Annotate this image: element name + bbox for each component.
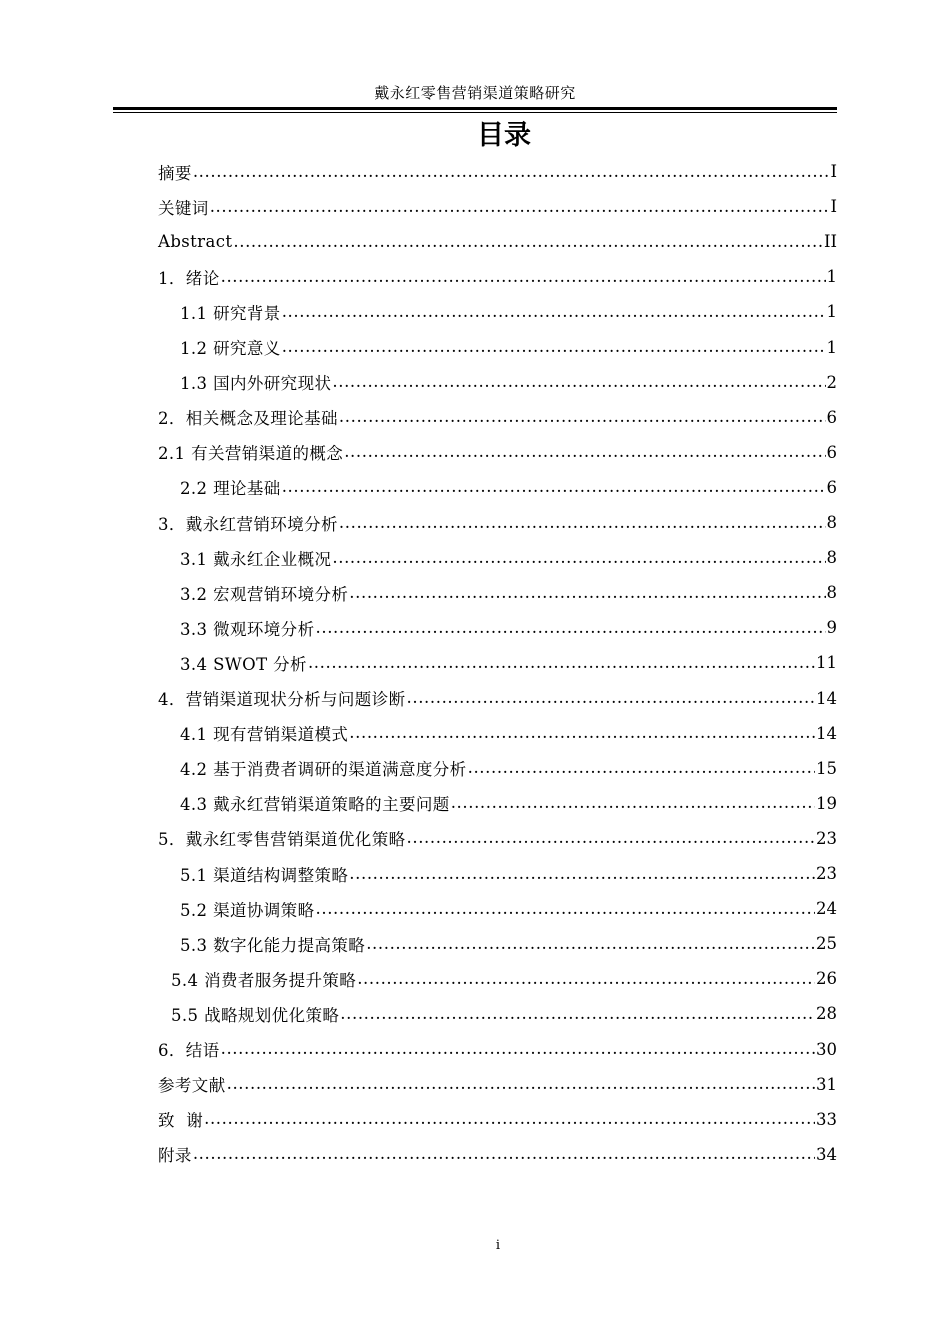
toc-entry[interactable] bbox=[180, 470, 837, 505]
toc-entry-label: 5.5 战略规划优化策略 bbox=[171, 1005, 340, 1025]
toc-entry[interactable] bbox=[180, 891, 837, 926]
toc-entry-label: 2．相关概念及理论基础 bbox=[158, 409, 338, 429]
toc-entry-label: 3.2 宏观营销环境分析 bbox=[180, 584, 349, 604]
toc-entry-page: 1 bbox=[826, 267, 837, 287]
toc-dot-leader bbox=[349, 864, 815, 884]
toc-dot-leader bbox=[451, 793, 815, 813]
toc-dot-leader bbox=[332, 372, 825, 392]
toc-dot-leader bbox=[193, 162, 830, 182]
toc-entry[interactable] bbox=[171, 961, 837, 996]
toc-entry[interactable] bbox=[158, 189, 837, 224]
toc-dot-leader bbox=[339, 407, 826, 427]
toc-entry-label: 参考文献 bbox=[158, 1076, 226, 1096]
toc-dot-leader bbox=[316, 899, 816, 919]
toc-entry-page: 8 bbox=[826, 513, 837, 532]
toc-entry-label: 4．营销渠道现状分析与问题诊断 bbox=[158, 690, 406, 709]
toc-entry[interactable] bbox=[158, 224, 837, 259]
toc-entry-page: 28 bbox=[816, 1004, 837, 1024]
toc-entry-label: 6．结语 bbox=[158, 1041, 220, 1060]
toc-title: 目录 bbox=[477, 120, 531, 151]
toc-dot-leader bbox=[282, 337, 826, 357]
toc-dot-leader bbox=[227, 1074, 815, 1094]
toc-entry-page: 33 bbox=[816, 1109, 837, 1129]
toc-entry-label: 1.3 国内外研究现状 bbox=[180, 374, 332, 394]
toc-entry[interactable] bbox=[180, 856, 837, 891]
toc-entry[interactable] bbox=[158, 681, 837, 716]
toc-entry-label: 5.3 数字化能力提高策略 bbox=[180, 935, 366, 955]
toc-dot-leader bbox=[339, 513, 826, 533]
toc-dot-leader bbox=[204, 1109, 815, 1129]
toc-entry-label: 附录 bbox=[158, 1146, 192, 1166]
toc-dot-leader bbox=[332, 548, 825, 568]
toc-dot-leader bbox=[210, 197, 830, 217]
toc-entry-label: 致 谢 bbox=[158, 1111, 204, 1131]
header-rule-thin bbox=[113, 112, 837, 113]
toc-entry[interactable] bbox=[180, 926, 837, 961]
toc-dot-leader bbox=[233, 232, 823, 252]
toc-dot-leader bbox=[282, 302, 826, 322]
toc-dot-leader bbox=[344, 442, 825, 462]
toc-entry-page: 26 bbox=[816, 969, 837, 989]
toc-entry-page: 2 bbox=[826, 372, 837, 392]
toc-entry-label: 3.3 微观环境分析 bbox=[180, 619, 315, 639]
toc-entry-page: 15 bbox=[816, 758, 837, 778]
toc-entry[interactable] bbox=[180, 610, 837, 645]
toc-entry-page: 14 bbox=[816, 723, 837, 743]
toc-entry[interactable] bbox=[180, 330, 837, 365]
header-rule-thick bbox=[113, 107, 837, 110]
toc-entry-label: 1.2 研究意义 bbox=[180, 339, 281, 358]
toc-entry[interactable] bbox=[180, 786, 837, 821]
toc-entry[interactable] bbox=[158, 259, 837, 294]
toc-entry-label: 1.1 研究背景 bbox=[180, 303, 281, 323]
toc-entry-page: 34 bbox=[816, 1144, 837, 1164]
toc-entry-page: 30 bbox=[816, 1039, 837, 1059]
toc-entry-page: II bbox=[823, 232, 837, 252]
toc-dot-leader bbox=[221, 267, 826, 287]
toc-entry-page: 31 bbox=[816, 1074, 837, 1094]
toc-dot-leader bbox=[349, 583, 825, 603]
toc-dot-leader bbox=[407, 828, 816, 848]
toc-entry-label: 3．戴永红营销环境分析 bbox=[158, 514, 338, 534]
toc-entry[interactable] bbox=[158, 821, 837, 856]
toc-entry[interactable] bbox=[158, 1137, 837, 1172]
toc-entry[interactable] bbox=[158, 1102, 837, 1137]
toc-entry-label: 4.3 戴永红营销渠道策略的主要问题 bbox=[180, 795, 450, 815]
toc-entry-page: 8 bbox=[826, 583, 837, 603]
toc-entry-page: 6 bbox=[826, 477, 837, 497]
toc-entry-label: 2.2 理论基础 bbox=[180, 479, 281, 499]
toc-entry-page: 23 bbox=[816, 828, 837, 848]
toc-dot-leader bbox=[282, 477, 826, 497]
toc-dot-leader bbox=[340, 1004, 815, 1024]
toc-entry[interactable] bbox=[180, 575, 837, 610]
toc-entry-label: Abstract bbox=[158, 232, 233, 252]
toc-entry[interactable] bbox=[180, 365, 837, 400]
toc-dot-leader bbox=[193, 1144, 815, 1164]
toc-entry-page: I bbox=[830, 162, 837, 181]
toc-entry[interactable] bbox=[158, 1067, 837, 1102]
toc-entry[interactable] bbox=[180, 645, 837, 680]
toc-entry-label: 5.4 消费者服务提升策略 bbox=[171, 970, 357, 990]
toc-entry[interactable] bbox=[180, 751, 837, 786]
toc-entry-page: 1 bbox=[826, 302, 837, 322]
toc-entry[interactable] bbox=[180, 716, 837, 751]
toc-entry-label: 3.4 SWOT 分析 bbox=[180, 654, 307, 674]
toc-entry-label: 关键词 bbox=[158, 198, 209, 218]
toc-dot-leader bbox=[468, 758, 815, 778]
toc-entry-page: 1 bbox=[826, 337, 837, 357]
page-number: i bbox=[495, 1238, 501, 1253]
toc-entry-page: 24 bbox=[816, 899, 837, 919]
toc-entry-label: 3.1 戴永红企业概况 bbox=[180, 549, 332, 569]
toc-entry-page: 6 bbox=[826, 442, 837, 462]
toc-entry-label: 4.1 现有营销渠道模式 bbox=[180, 725, 349, 745]
toc-entry[interactable] bbox=[180, 294, 837, 329]
toc-entry-page: 23 bbox=[816, 864, 837, 883]
toc-entry-page: I bbox=[830, 197, 837, 217]
toc-entry-label: 2.1 有关营销渠道的概念 bbox=[158, 444, 344, 464]
toc-dot-leader bbox=[366, 934, 815, 954]
toc-entry-page: 11 bbox=[816, 653, 837, 673]
running-header: 戴永红零售营销渠道策略研究 bbox=[374, 84, 576, 102]
toc-entry-page: 14 bbox=[816, 688, 837, 708]
toc-entry-label: 1．绪论 bbox=[158, 268, 220, 288]
toc-entry[interactable] bbox=[158, 1032, 837, 1067]
toc-dot-leader bbox=[357, 969, 815, 989]
toc-entry[interactable] bbox=[180, 540, 837, 575]
toc-entry-page: 25 bbox=[816, 934, 837, 954]
toc-dot-leader bbox=[221, 1039, 815, 1059]
toc-entry-label: 4.2 基于消费者调研的渠道满意度分析 bbox=[180, 760, 467, 780]
toc-dot-leader bbox=[349, 723, 815, 743]
toc-entry-label: 5.2 渠道协调策略 bbox=[180, 900, 315, 920]
toc-entry[interactable] bbox=[158, 154, 837, 189]
toc-entry[interactable] bbox=[158, 435, 837, 470]
toc-entry-page: 9 bbox=[826, 618, 837, 638]
toc-entry-page: 6 bbox=[826, 407, 837, 427]
toc-entry-label: 5.1 渠道结构调整策略 bbox=[180, 865, 349, 885]
toc-dot-leader bbox=[316, 618, 826, 638]
toc-dot-leader bbox=[308, 653, 815, 673]
toc-entry-label: 摘要 bbox=[158, 163, 192, 183]
toc-entry[interactable] bbox=[171, 996, 837, 1031]
toc-entry[interactable] bbox=[158, 505, 837, 540]
toc-entry-page: 19 bbox=[816, 793, 837, 813]
toc-entry-label: 5．戴永红零售营销渠道优化策略 bbox=[158, 830, 406, 850]
toc-entry[interactable] bbox=[158, 400, 837, 435]
toc-entry-page: 8 bbox=[826, 548, 837, 568]
toc-dot-leader bbox=[407, 688, 816, 708]
